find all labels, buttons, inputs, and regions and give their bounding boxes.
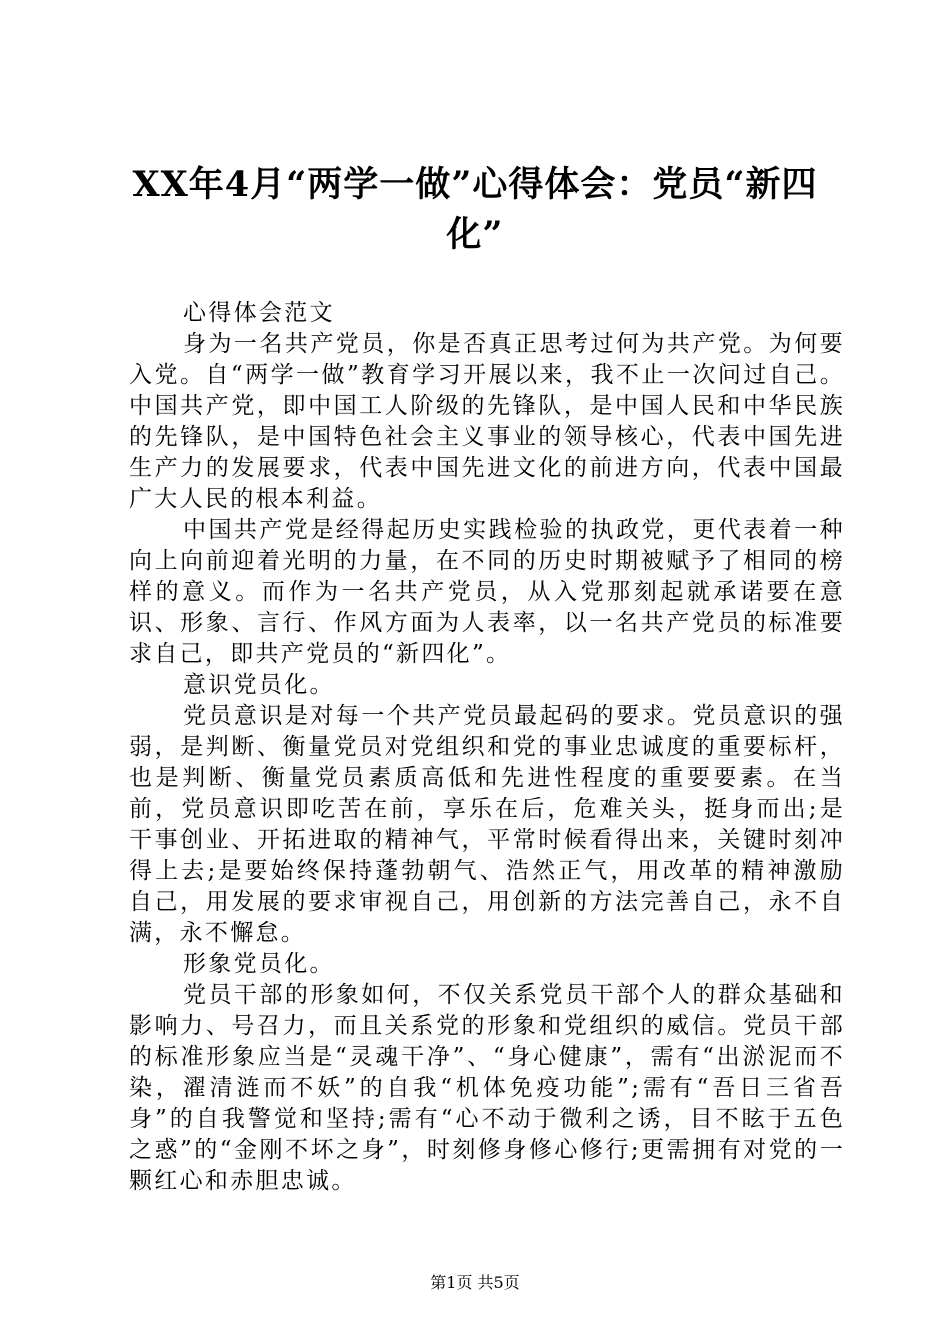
paragraph-party-role: 中国共产党是经得起历史实践检验的执政党，更代表着一种向上向前迎着光明的力量，在不同的历史时期被赋予了相同的榜样的意义。而作为一名共产党员，从入党那刻起就承诺要在意识、形象、言行、作风方面为人表率，以一名共产党员的标准要求自己，即共产党员的“新四化”。 — [129, 517, 845, 667]
section-heading-awareness: 意识党员化。 — [183, 672, 335, 698]
page-number-footer: 第1页 共5页 — [430, 1273, 520, 1292]
paragraph-image: 党员干部的形象如何，不仅关系党员干部个人的群众基础和影响力、号召力，而且关系党的形象和党组织的威信。党员干部的标准形象应当是“灵魂干净”、“身心健康”，需有“出淤泥而不染，濯清涟而不妖”的自我“机体免疫功能”;需有“吾日三省吾身”的自我警觉和坚持;需有“心不动于微利之诱，目不眩于五色之惑”的“金刚不坏之身”，时刻修身修心修行;更需拥有对党的一颗红心和赤胆忠诚。 — [129, 982, 845, 1194]
section-heading-image: 形象党员化。 — [183, 951, 335, 977]
document-body — [129, 298, 845, 1197]
paragraph-category: 心得体会范文 — [183, 300, 335, 326]
paragraph-intro: 身为一名共产党员，你是否真正思考过何为共产党。为何要入党。自“两学一做”教育学习开展以来，我不止一次问过自己。中国共产党，即中国工人阶级的先锋队，是中国人民和中华民族的先锋队，是中国特色社会主义事业的领导核心，代表中国先进生产力的发展要求，代表中国先进文化的前进方向，代表中国最广大人民的根本利益。 — [129, 331, 845, 512]
paragraph-awareness: 党员意识是对每一个共产党员最起码的要求。党员意识的强弱，是判断、衡量党员对党组织和党的事业忠诚度的重要标杆，也是判断、衡量党员素质高低和先进性程度的重要要素。在当前，党员意识即吃苦在前，享乐在后，危难关头，挺身而出;是干事创业、开拓进取的精神气，平常时候看得出来，关键时刻冲得上去;是要始终保持蓬勃朝气、浩然正气，用改革的精神激励自己，用发展的要求审视自己，用创新的方法完善自己，永不自满，永不懈怠。 — [129, 703, 845, 946]
document-title: XX年4月“两学一做”心得体会：党员“新四化” — [132, 164, 818, 255]
